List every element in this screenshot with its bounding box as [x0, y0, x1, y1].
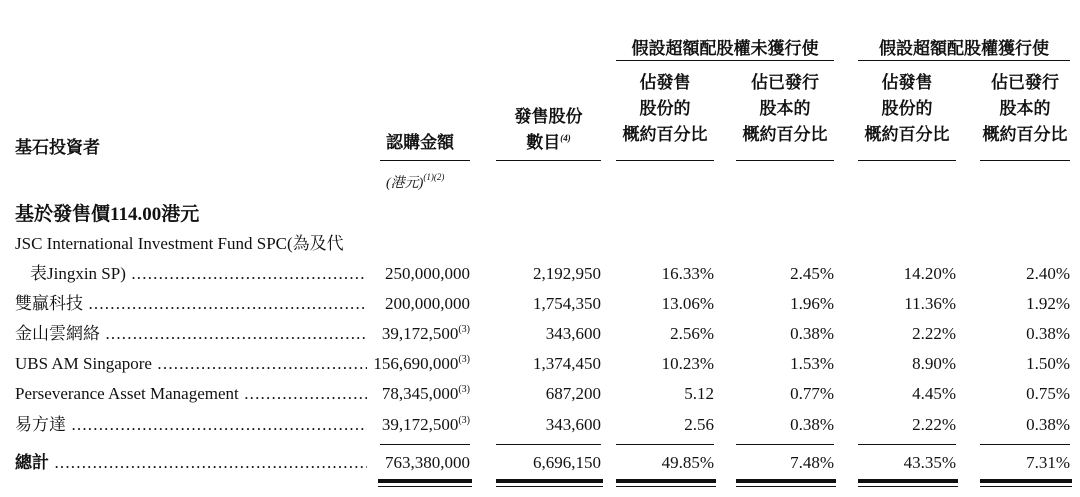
- pct-cell: 1.92%: [1026, 294, 1070, 313]
- table-row: [0, 381, 1080, 407]
- pct-cell: 1.96%: [790, 294, 834, 313]
- section-title: 基於發售價114.00港元: [15, 204, 200, 225]
- total-double-rule: [858, 486, 958, 487]
- shares-cell: 343,600: [545, 324, 601, 343]
- shares-cell: 343,600: [545, 415, 601, 434]
- total-amount: 763,380,000: [385, 453, 470, 472]
- amount-cell: 78,345,000$^{(3)}$: [381, 384, 470, 403]
- total-double-rule: [858, 479, 958, 483]
- investor-name: 易方達 .....: [15, 412, 367, 438]
- total-pct: 7.48%: [790, 453, 834, 472]
- currency-unit: (港元)$^{(1)(2)}$: [386, 172, 445, 191]
- total-double-rule: [980, 486, 1072, 487]
- header-rule: [380, 160, 470, 161]
- shares-cell: 1,374,450: [533, 354, 601, 373]
- total-row: [0, 450, 1080, 476]
- header-rule: [858, 160, 956, 161]
- pct-issued-header: 佔已發行 股本的 概約百分比: [982, 73, 1068, 144]
- header-rule: [736, 160, 834, 161]
- pct-offer-header: 佔發售 股份的 概約百分比: [864, 73, 950, 144]
- group-header-exercised: 假設超額配股權獲行使: [879, 39, 1049, 58]
- total-pct: 7.31%: [1026, 453, 1070, 472]
- table-row: [0, 412, 1080, 438]
- header-rule: [616, 160, 714, 161]
- shares-cell: 687,200: [545, 384, 601, 403]
- total-double-rule: [496, 486, 603, 487]
- amount-cell: 200,000,000: [385, 294, 470, 313]
- group-header-rule: [616, 60, 834, 61]
- subtotal-rule: [496, 444, 601, 445]
- pct-offer-header: 佔發售 股份的 概約百分比: [622, 73, 708, 144]
- investor-name: Perseverance Asset Management .....: [15, 381, 367, 407]
- pct-cell: 8.90%: [912, 354, 956, 373]
- table-row: [0, 261, 1080, 287]
- investor-column-header: 基石投資者: [15, 138, 100, 157]
- pct-cell: 5.12: [684, 384, 714, 403]
- amount-cell: 39,172,500$^{(3)}$: [381, 415, 470, 434]
- shares-column-header: 發售股份 數目$^{(4)}$: [514, 107, 583, 152]
- shares-cell: 2,192,950: [533, 264, 601, 283]
- amount-cell: 156,690,000$^{(3)}$: [373, 354, 470, 373]
- total-pct: 49.85%: [661, 453, 714, 472]
- total-double-rule: [736, 479, 836, 483]
- pct-cell: 2.45%: [790, 264, 834, 283]
- pct-cell: 16.33%: [661, 264, 714, 283]
- pct-cell: 2.56: [684, 415, 714, 434]
- total-double-rule: [378, 486, 472, 487]
- pct-cell: 2.22%: [912, 415, 956, 434]
- pct-cell: 0.38%: [790, 415, 834, 434]
- subtotal-rule: [616, 444, 714, 445]
- total-pct: 43.35%: [903, 453, 956, 472]
- total-double-rule: [616, 486, 716, 487]
- pct-cell: 10.23%: [661, 354, 714, 373]
- shares-cell: 1,754,350: [533, 294, 601, 313]
- pct-issued-header: 佔已發行 股本的 概約百分比: [742, 73, 828, 144]
- total-shares: 6,696,150: [533, 453, 601, 472]
- total-double-rule: [496, 479, 603, 483]
- total-double-rule: [980, 479, 1072, 483]
- header-rule: [980, 160, 1070, 161]
- amount-cell: 250,000,000: [385, 264, 470, 283]
- pct-cell: 0.75%: [1026, 384, 1070, 403]
- subtotal-rule: [980, 444, 1070, 445]
- investor-name: 金山雲網絡 .....: [15, 321, 367, 347]
- pct-cell: 4.45%: [912, 384, 956, 403]
- group-header-not-exercised: 假設超額配股權未獲行使: [631, 39, 819, 58]
- table-row: [0, 291, 1080, 317]
- table-row: [0, 321, 1080, 347]
- total-double-rule: [616, 479, 716, 483]
- investor-name: 雙贏科技 .....: [15, 291, 367, 317]
- subtotal-rule: [858, 444, 956, 445]
- pct-cell: 14.20%: [903, 264, 956, 283]
- pct-cell: 0.38%: [790, 324, 834, 343]
- group-header-rule: [858, 60, 1070, 61]
- total-label: 總計 .....: [15, 450, 367, 476]
- pct-cell: 11.36%: [904, 294, 956, 313]
- pct-cell: 0.38%: [1026, 324, 1070, 343]
- subtotal-rule: [380, 444, 470, 445]
- total-double-rule: [378, 479, 472, 483]
- pct-cell: 0.77%: [790, 384, 834, 403]
- pct-cell: 0.38%: [1026, 415, 1070, 434]
- investor-name: JSC International Investment Fund SPC(為及代: [15, 234, 344, 253]
- pct-cell: 13.06%: [661, 294, 714, 313]
- table-row: [0, 231, 1080, 257]
- total-double-rule: [736, 486, 836, 487]
- pct-cell: 2.40%: [1026, 264, 1070, 283]
- table-row: [0, 351, 1080, 377]
- amount-column-header: 認購金額: [386, 133, 454, 152]
- amount-cell: 39,172,500$^{(3)}$: [381, 324, 470, 343]
- header-rule: [496, 160, 601, 161]
- subtotal-rule: [736, 444, 834, 445]
- pct-cell: 1.50%: [1026, 354, 1070, 373]
- investor-name: 表Jingxin SP) .....: [30, 261, 367, 287]
- pct-cell: 2.56%: [670, 324, 714, 343]
- pct-cell: 1.53%: [790, 354, 834, 373]
- pct-cell: 2.22%: [912, 324, 956, 343]
- investor-name: UBS AM Singapore .....: [15, 351, 367, 377]
